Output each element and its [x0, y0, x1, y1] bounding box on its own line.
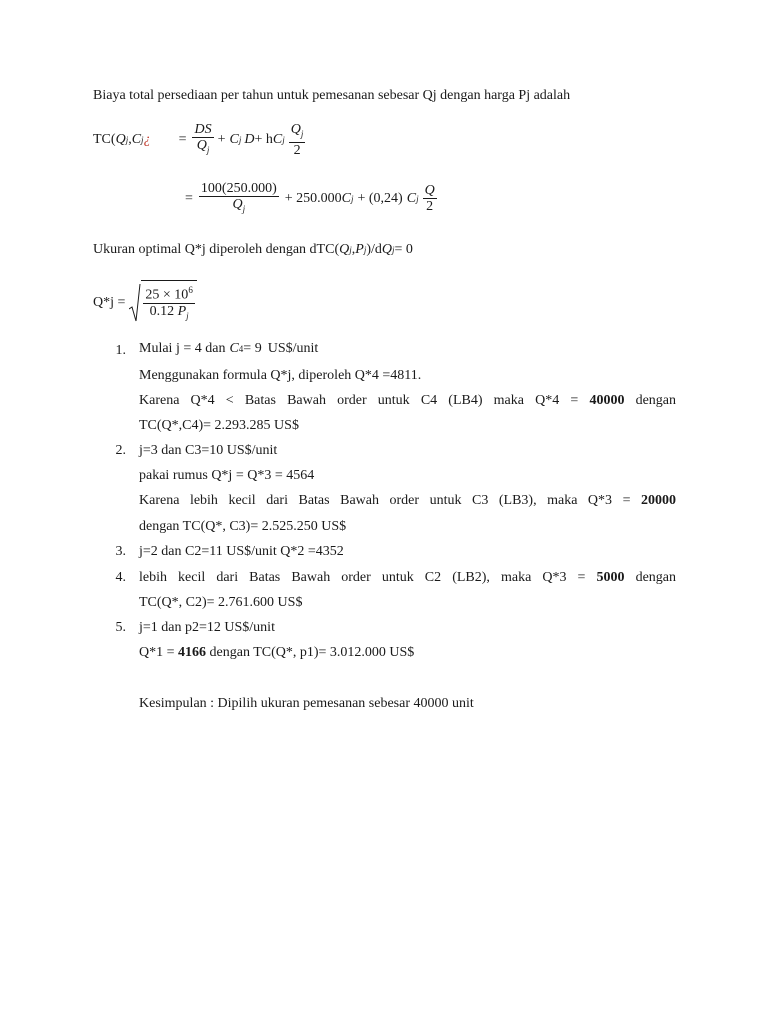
list-number-3: 3.: [115, 544, 126, 559]
qstar-formula: Q*j = $\frac{25 \times 10^6}{0.12 P_j}$: [93, 282, 197, 323]
list-item-2-line1: j=3 dan C3=10 US$/unit: [139, 443, 278, 458]
list-item-1-line3: Karena Q*4 < Batas Bawah order untuk C4 (LB4) maka Q*4 = 40000 dengan: [139, 393, 677, 408]
list-number-1: 1.: [115, 343, 126, 358]
list-item-4-line1: lebih kecil dari Batas Bawah order untuk C2 (LB2), maka Q*3 = 5000 dengan: [139, 570, 676, 585]
sqrt-sign: [129, 283, 141, 323]
intro-text: Biaya total persediaan per tahun untuk pemesanan sebesar Qj dengan harga Pj adalah: [93, 88, 571, 103]
fraction-100-q: $\frac{100(250.000)}{Q_j}$: [200, 181, 277, 214]
conclusion-text: Kesimpulan : Dipilih ukuran pemesanan sebesar 40000 unit: [139, 696, 474, 711]
list-item-5-line1: j=1 dan p2=12 US$/unit: [139, 620, 275, 635]
optimal-text: Ukuran optimal Q*j diperoleh dengan dTC( Q j , P j )/d Q j = 0: [93, 242, 413, 257]
list-item-3-line1: j=2 dan C2=11 US$/unit Q*2 =4352: [139, 544, 344, 559]
fraction-q-2b: $\frac{Q}{2}$: [424, 183, 435, 215]
formula-tc-values: = $\frac{100(250.000)}{Q_j}$ + 250.000 C j + (0,24) C j $\frac{Q}{2}$: [185, 181, 437, 217]
list-item-1-line1: Mulai j = 4 dan C 4 = 9 US$/unit: [139, 341, 319, 356]
fraction-ds-q: $\frac{DS}{Q_j}$: [194, 122, 212, 155]
formula-tc: TC( Q j , C j ¿ = $\frac{DS}{Q_j}$ + C j D + h C j $\frac{Q_j}{2}$: [93, 122, 304, 158]
list-item-4-line2: TC(Q*, C2)= 2.761.600 US$: [139, 595, 303, 610]
list-item-2-line4: dengan TC(Q*, C3)= 2.525.250 US$: [139, 519, 347, 534]
list-item-1-line2: Menggunakan formula Q*j, diperoleh Q*4 =4811.: [139, 368, 422, 383]
list-number-4: 4.: [115, 570, 126, 585]
fraction-q-2: $\frac{Q_j}{2}$: [290, 122, 304, 158]
list-item-2-line3: Karena lebih kecil dari Batas Bawah order untuk C3 (LB3), maka Q*3 = 20000: [139, 493, 676, 508]
list-number-2: 2.: [115, 443, 126, 458]
broken-glyph: ¿: [143, 131, 151, 147]
list-number-5: 5.: [115, 620, 126, 635]
list-item-2-line2: pakai rumus Q*j = Q*3 = 4564: [139, 468, 315, 483]
list-item-5-line2: Q*1 = 4166 dengan TC(Q*, p1)= 3.012.000 US$: [139, 645, 415, 660]
fraction-sqrt: $\frac{25 \times 10^6}{0.12 P_j}$: [145, 285, 193, 321]
list-item-1-line4: TC(Q*,C4)= 2.293.285 US$: [139, 418, 299, 433]
